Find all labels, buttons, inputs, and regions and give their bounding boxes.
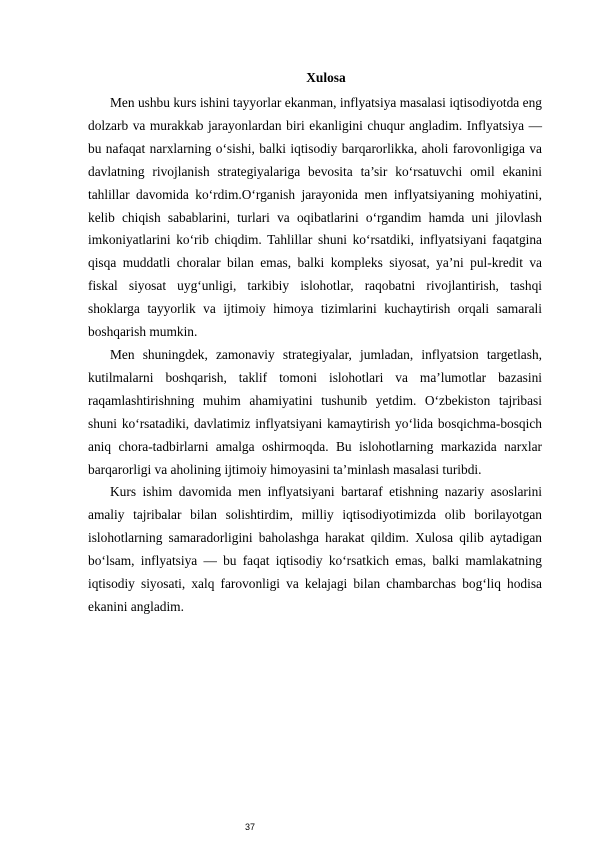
paragraph-3: Kurs ishim davomida men inflyatsiyani bartaraf etishning nazariy asoslarini amaliy tajribalar bilan solishtirdim, milliy iqtisodiyotimizda olib borilayotgan islohotlarning samaradorligini baholashga harakat qildim. Xulosa qilib aytadigan bo‘lsam, inflyatsiya — bu faqat iqtisodiy ko‘rsatkich emas, balki mamlakatning iqtisodiy siyosati, xalq farovonligi va kelajagi bilan chambarchas bog‘liq hodisa ekanini angladim. <box>88 484 542 614</box>
page-number: 37 <box>244 822 255 832</box>
document-title: Xulosa <box>306 70 346 85</box>
paragraph-1: Men ushbu kurs ishini tayyorlar ekanman, inflyatsiya masalasi iqtisodiyotda eng dolzarb va murakkab jarayonlardan biri ekanligini chuqur angladim. Inflyatsiya — bu nafaqat narxlarning o‘sishi, balki iqtisodiy barqarorlikka, aholi farovonligiga va davlatning rivojlanish strategiyalariga bevosita ta’sir ko‘rsatuvchi omil ekanini tahlillar davomida ko‘rdim.O‘rganish jarayonida men inflyatsiyaning mohiyatini, kelib chiqish sabablarini, turlari va oqibatlarini o‘rgandim hamda uni jilovlash imkoniyatlarini ko‘rib chiqdim. Tahlillar shuni ko‘rsatdiki, inflyatsiyani faqatgina qisqa muddatli choralar bilan emas, balki kompleks siyosat, ya’ni pul-kredit va fiskal siyosat uyg‘unligi, tarkibiy islohotlar, raqobatni rivojlantirish, tashqi shoklarga tayyorlik va ijtimoiy himoya tizimlarini kuchaytirish orqali samarali boshqarish mumkin. <box>88 95 542 340</box>
paragraph-2: Men shuningdek, zamonaviy strategiyalar, jumladan, inflyatsion targetlash, kutilmalarni boshqarish, taklif tomoni islohotlari va ma’lumotlar bazasini raqamlashtirishning muhim ahamiyatini tushunib yetdim. O‘zbekiston tajribasi shuni ko‘rsatadiki, davlatimiz inflyatsiyani kamaytirish yo‘lida bosqichma-bosqich aniq chora-tadbirlarni amalga oshirmoqda. Bu islohotlarning markazida narxlar barqarorligi va aholining ijtimoiy himoyasini ta’minlash masalasi turibdi. <box>88 346 542 477</box>
document-page <box>88 70 542 619</box>
